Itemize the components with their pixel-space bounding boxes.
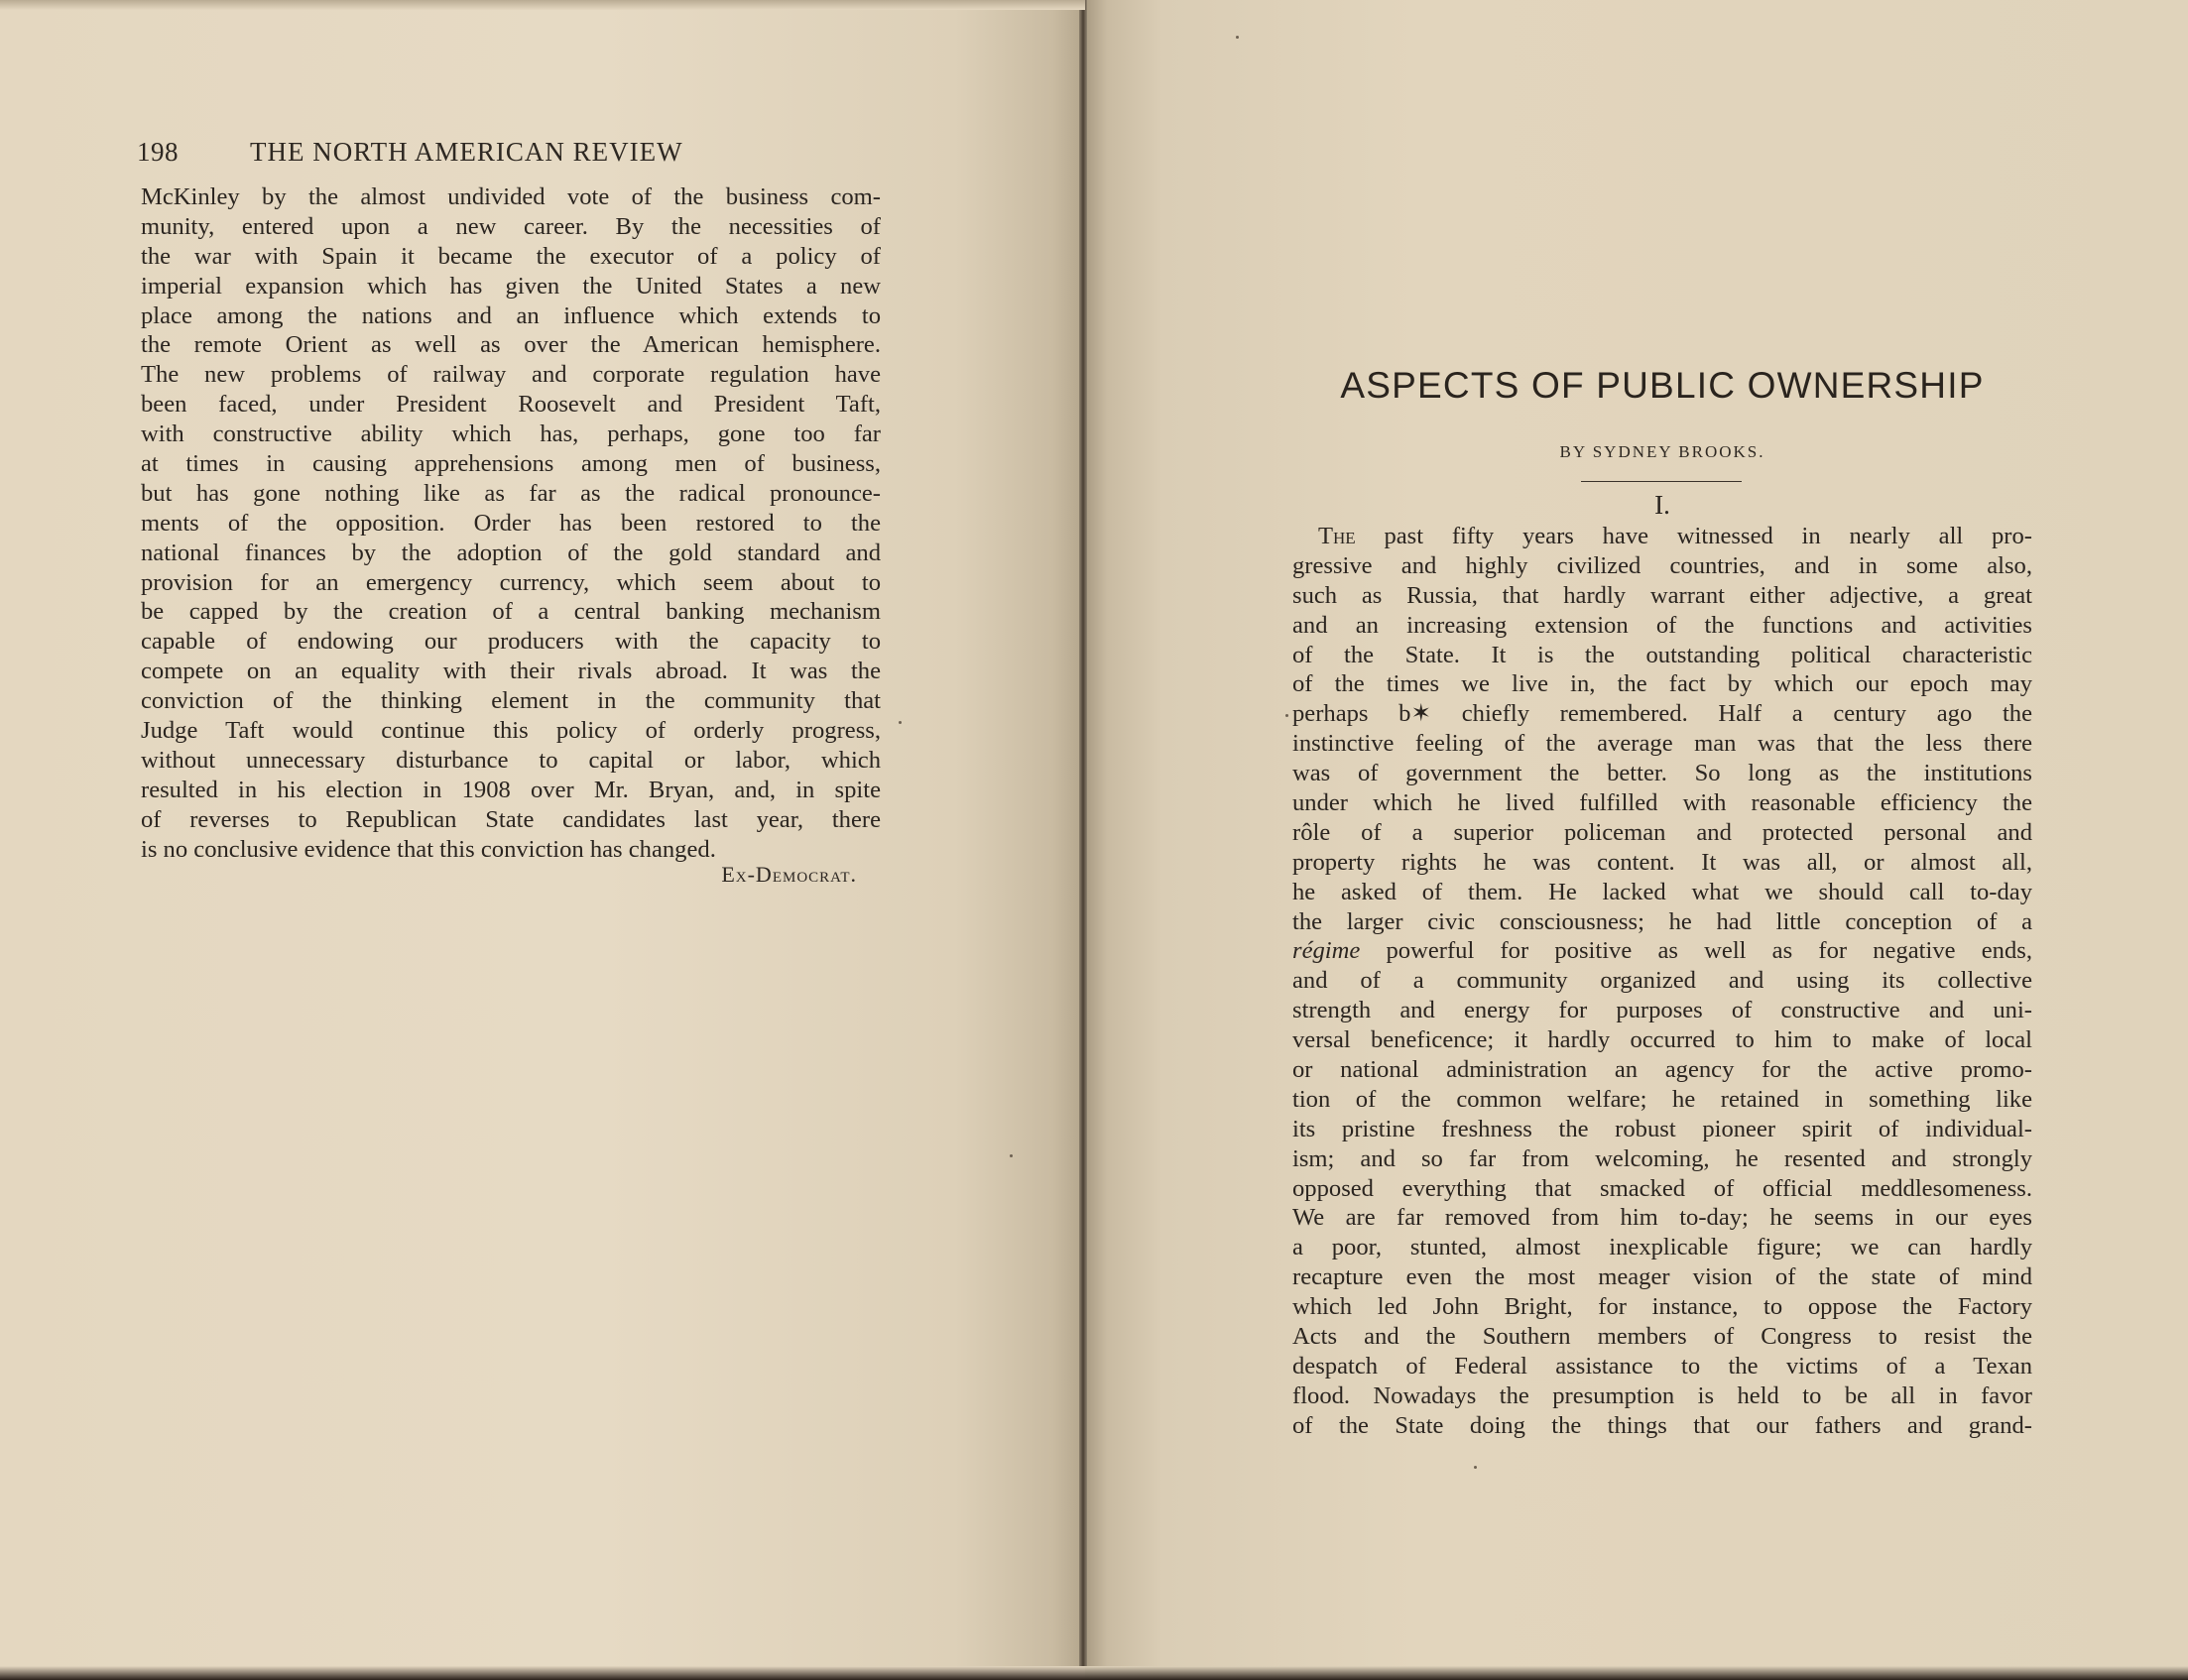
text-line: strength and energy for purposes of constructive and uni- [1292, 997, 2032, 1024]
text-line: versal beneficence; it hardly occurred to him to make of local [1292, 1026, 2032, 1054]
text-line: of the State. It is the outstanding political characteristic [1292, 641, 2032, 668]
running-head [137, 137, 883, 168]
page-edge-bottom-right [1085, 1666, 2188, 1680]
text-fragment: past fifty years have witnessed in nearly all pro- [1355, 523, 2032, 549]
text-line: of the times we live in, the fact by which our epoch may [1292, 670, 2032, 698]
text-line: opposed everything that smacked of official meddlesomeness. [1292, 1174, 2032, 1202]
text-line: its pristine freshness the robust pioneer spirit of individual- [1292, 1115, 2032, 1142]
right-body-text [1292, 522, 2032, 1441]
text-line: Judge Taft would continue this policy of orderly progress, [141, 717, 881, 745]
text-line: be capped by the creation of a central banking mechanism [141, 598, 881, 626]
text-line: recapture even the most meager vision of the state of mind [1292, 1263, 2032, 1291]
text-line: capable of endowing our producers with the capacity to [141, 628, 881, 656]
signature: Ex-Democrat. [721, 862, 857, 887]
page-edge-bottom-left [0, 1666, 1085, 1680]
text-line: property rights he was content. It was all, or almost all, [1292, 848, 2032, 876]
text-line: national finances by the adoption of the gold standard and [141, 539, 881, 566]
paper-speck [899, 721, 902, 724]
text-line: the larger civic consciousness; he had little conception of a [1292, 907, 2032, 935]
text-line: We are far removed from him to-day; he seems in our eyes [1292, 1204, 2032, 1232]
text-line: The new problems of railway and corporate regulation have [141, 361, 881, 389]
text-line: resulted in his election in 1908 over Mr. Bryan, and, in spite [141, 776, 881, 803]
text-line: Acts and the Southern members of Congress to resist the [1292, 1323, 2032, 1351]
text-line: the remote Orient as well as over the American hemisphere. [141, 331, 881, 359]
text-line: under which he lived fulfilled with reasonable efficiency the [1292, 789, 2032, 817]
text-line: been faced, under President Roosevelt and President Taft, [141, 391, 881, 419]
text-line: ism; and so far from welcoming, he resented and strongly [1292, 1144, 2032, 1172]
italic-word: régime [1292, 937, 1361, 965]
text-line: tion of the common welfare; he retained in something like [1292, 1085, 2032, 1113]
text-line: which led John Bright, for instance, to oppose the Factory [1292, 1293, 2032, 1321]
article-title: ASPECTS OF PUBLIC OWNERSHIP [1340, 365, 1985, 406]
text-line: without unnecessary disturbance to capital or labor, which [141, 746, 881, 774]
text-fragment: powerful for positive as well as for negative ends, [1360, 937, 2032, 965]
text-line: was of government the better. So long as the institutions [1292, 760, 2032, 787]
text-line: he asked of them. He lacked what we should call to-day [1292, 878, 2032, 905]
journal-title: THE NORTH AMERICAN REVIEW [250, 137, 683, 167]
text-line: despatch of Federal assistance to the victims of a Texan [1292, 1352, 2032, 1380]
text-line: provision for an emergency currency, which seem about to [141, 568, 881, 596]
text-line: conviction of the thinking element in the community that [141, 687, 881, 715]
paper-speck [1236, 36, 1239, 39]
text-line: the war with Spain it became the executor of a policy of [141, 242, 881, 270]
text-line: gressive and highly civilized countries, and in some also, [1292, 551, 2032, 579]
text-line: and an increasing extension of the functions and activities [1292, 611, 2032, 639]
text-line: rôle of a superior policeman and protected personal and [1292, 818, 2032, 846]
text-line: imperial expansion which has given the United States a new [141, 272, 881, 300]
text-line: of the State doing the things that our fathers and grand- [1292, 1411, 2032, 1439]
text-line: or national administration an agency for the active promo- [1292, 1056, 2032, 1084]
page-edge-top [0, 0, 1085, 10]
text-line: flood. Nowadays the presumption is held to be all in favor [1292, 1381, 2032, 1409]
text-line: instinctive feeling of the average man was that the less there [1292, 730, 2032, 758]
paper-speck [1285, 714, 1288, 717]
book-gutter [1079, 0, 1087, 1680]
text-line: is no conclusive evidence that this conviction has changed. [141, 835, 716, 863]
text-line: but has gone nothing like as far as the radical pronounce- [141, 479, 881, 507]
paper-speck [1010, 1154, 1013, 1157]
text-line [1292, 936, 2032, 966]
drop-word: The [1318, 523, 1356, 549]
text-line: McKinley by the almost undivided vote of the business com- [141, 183, 881, 210]
text-line: place among the nations and an influence which extends to [141, 301, 881, 329]
text-line: of reverses to Republican State candidates last year, there [141, 805, 881, 833]
page-number: 198 [137, 137, 179, 167]
text-line: such as Russia, that hardly warrant either adjective, a great [1292, 581, 2032, 609]
paper-speck [1474, 1466, 1477, 1469]
text-line: munity, entered upon a new career. By the necessities of [141, 212, 881, 240]
left-body-text [141, 182, 881, 864]
text-line: at times in causing apprehensions among men of business, [141, 450, 881, 478]
text-line: and of a community organized and using its collective [1292, 967, 2032, 995]
text-line: a poor, stunted, almost inexplicable figure; we can hardly [1292, 1234, 2032, 1261]
text-line [1292, 522, 2032, 551]
text-line: compete on an equality with their rivals abroad. It was the [141, 658, 881, 685]
text-line: with constructive ability which has, perhaps, gone too far [141, 420, 881, 448]
text-line: perhaps b✶ chiefly remembered. Half a century ago the [1292, 700, 2032, 728]
section-number: I. [1654, 490, 1670, 520]
title-rule [1581, 481, 1742, 482]
byline: BY SYDNEY BROOKS. [1559, 442, 1765, 461]
text-line: ments of the opposition. Order has been restored to the [141, 509, 881, 537]
